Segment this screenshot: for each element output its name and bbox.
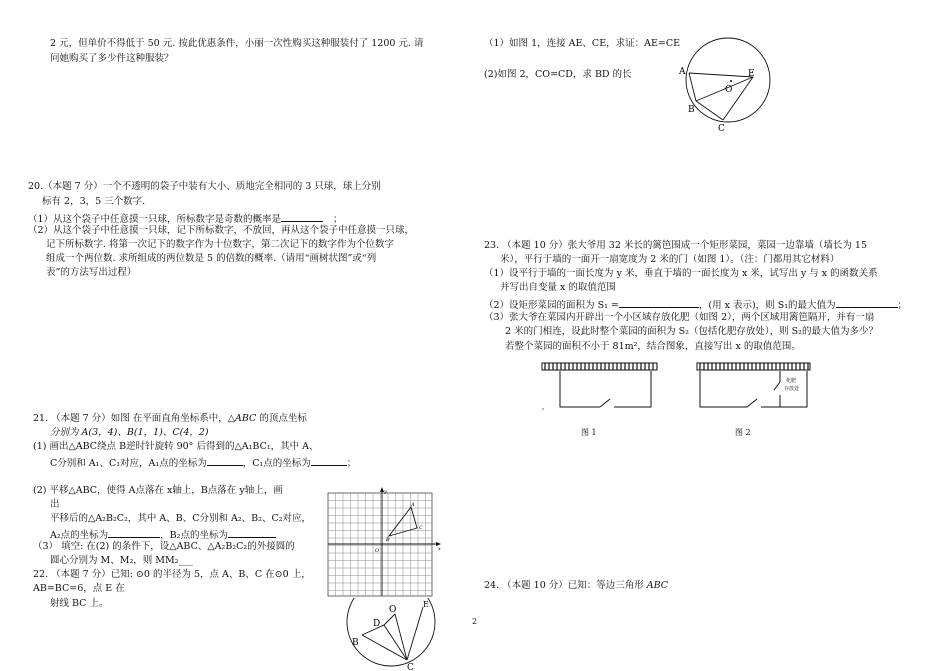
q21-part2-a2-label: A₂点的坐标为	[50, 530, 109, 541]
segment-b-c	[362, 635, 407, 660]
q20-part1-text: （1）从这个袋子中任意摸一只球，所标数字是奇数的概率是	[28, 214, 282, 225]
coordinate-grid-figure	[324, 486, 452, 598]
q21-stem-c: 的顶点坐标	[256, 413, 307, 424]
q20-part1-blank	[281, 210, 323, 222]
wall-1	[542, 363, 657, 370]
grid-label-o: O	[375, 548, 380, 554]
q21-part1-a1-blank	[207, 454, 243, 466]
q22-stem-line3: 射线 BC 上。	[50, 598, 109, 609]
fertilizer-label-2: 存放处	[784, 386, 800, 392]
q21-stem-a: 21. （本题 7 分）如图 在平面直角坐标系中，	[33, 413, 228, 424]
q21-part1-c1-blank	[311, 454, 347, 466]
top-label-e: E	[748, 69, 755, 79]
q21-part2-a2-blank	[108, 526, 160, 538]
q23-part3-line3: 若整个菜园的面积不小于 81m²，结合图象，直接写出 x 的取值范围。	[505, 341, 801, 352]
q23-stem-line2: 米），平行于墙的一面开一扇宽度为 2 米的门（如图 1）。（注：门都用其它材料）	[500, 254, 840, 265]
q21-stem-line2: 分别为 A(3，4)、B(1，1)、C(4，2)	[50, 427, 209, 438]
segment-o-c	[395, 614, 407, 660]
door-2	[747, 399, 757, 407]
q23-part2-max-blank	[836, 296, 898, 308]
q22-part1: （1）如图 1，连接 AE、CE，求证：AE=CE	[484, 38, 681, 49]
circle-figure-top	[676, 34, 786, 134]
fence-1	[560, 371, 600, 407]
chord-ab	[689, 73, 696, 101]
q23-part3-line1: （3）张大爷在菜园内开辟出一个小区域存放化肥（如图 2），两个区域用篱笆隔开，并有一扇	[484, 312, 875, 323]
page-number: 2	[472, 617, 478, 626]
top-label-o: O	[725, 85, 733, 95]
bottom-label-c: C	[407, 663, 414, 671]
q21-stem-line1	[33, 412, 307, 426]
q23-part3-line2: 2 米的门相连，设此时整个菜园的面积为 S₂（包括化肥存放处），则 S₂的最大值为多少？	[505, 326, 878, 337]
circle-top	[686, 38, 770, 122]
grid-label-c: C	[419, 525, 423, 531]
q21-part1-c1-label: ，C₁点的坐标为	[242, 458, 311, 469]
grid-label-x: x	[438, 546, 441, 552]
bottom-label-d: D	[373, 619, 381, 629]
bottom-label-o: O	[389, 605, 397, 615]
q21-part2-b2-blank	[228, 526, 276, 538]
grid-lines	[328, 493, 432, 596]
q20-stem-line2: 标有 2，3，5 三个数字.	[42, 196, 146, 207]
q21-part1-line1: (1) 画出△ABC绕点 B逆时针旋转 90° 后得到的△A₁BC₁，其中 A、	[33, 441, 319, 452]
q21-part2-b2-label: ，B₂点的坐标为	[160, 530, 228, 541]
divider-door	[774, 382, 780, 390]
fence-1-right	[614, 371, 651, 407]
chord-bc	[696, 101, 723, 120]
q21-part1-a1-label: C分别和 A₁、C₁对应，A₁点的坐标为	[50, 458, 207, 469]
q20-part2-line4: 表”的方法写出过程）	[46, 267, 137, 278]
grid-label-y: y	[384, 489, 387, 495]
q22-part2: (2)如图 2，CO=CD，求 BD 的长	[484, 69, 632, 80]
grid-label-a: A	[411, 502, 415, 508]
q21-part3-line2: 圆心分别为 M、M₂，则 MM₂___	[50, 555, 193, 566]
q21-part2-line1: (2) 平移△ABC，使得 A点落在 x轴上，B点落在 y轴上，画	[33, 485, 283, 496]
q24-stem-text: 24. （本题 10 分）已知：等边三角形	[484, 580, 647, 591]
q23-part1-line2: 并写出自变量 x 的取值范围	[500, 282, 616, 293]
q20-part2-line2: 记下所标数字. 将第一次记下的数字作为十位数字，第二次记下的数字作为个位数字	[46, 239, 395, 250]
top-label-b: B	[688, 105, 695, 115]
bottom-label-b: B	[352, 638, 359, 648]
wall-2	[697, 363, 810, 370]
q20-part1-end: ；	[333, 214, 343, 225]
figure-2-caption: 图 2	[735, 428, 751, 437]
top-label-c: C	[718, 124, 725, 134]
q21-part2-line2: 平移后的△A₂B₂C₂，其中 A、B、C分别和 A₂、B₂、C₂对应，	[50, 513, 312, 524]
q24-stem	[484, 579, 668, 593]
q21-part1-line2	[50, 454, 356, 471]
top-label-a: A	[679, 67, 686, 77]
circle-figure-bottom	[335, 598, 450, 671]
q20-part2-line1: （2）从这个袋子中任意摸一只球，记下所标数字，不放回，再从这个袋子中任意摸一只球，	[28, 225, 415, 236]
q23-part1-line1: （1）设平行于墙的一面长度为 y 米，垂直于墙的一面长度为 x 米，试写出 y 与 x 的函数关系	[484, 268, 878, 279]
center-point-o	[730, 80, 732, 82]
door-1	[600, 399, 610, 407]
q22-stem-line2: AB=BC=6，点 E 在	[33, 583, 125, 594]
fence-2	[700, 371, 747, 407]
q23-part2-s1-label: （2）设矩形菜园的面积为 S₁ =	[484, 300, 619, 311]
fertilizer-label-1: 化肥	[786, 378, 797, 384]
segment-d-c	[384, 625, 407, 660]
garden-figure-2	[695, 362, 815, 417]
bottom-label-e: E	[423, 600, 429, 609]
segment-c-e	[407, 607, 423, 660]
q23-part2-max-label: ，(用 x 表示)，则 S₁的最大值为	[698, 300, 836, 311]
q24-stem-triangle: ABC	[646, 580, 669, 591]
garden-figure-1	[540, 362, 660, 417]
grid-frame	[328, 493, 432, 596]
figure-1-caption: 图 1	[581, 428, 597, 437]
grid-label-b: B	[386, 537, 390, 543]
q19-tail-line1: 2 元，但单价不得低于 50 元. 按此优惠条件，小丽一次性购买这种服装付了 1200 元. 请	[50, 38, 424, 49]
q21-part2-line1b: 出	[50, 499, 60, 510]
q23-part2-end: ；	[897, 300, 908, 311]
figure-1-tick-mark	[542, 408, 543, 409]
q21-part3-line1: （3） 填空: 在(2) 的条件下，设△ABC、△A₂B₂C₂的外接圆的	[33, 541, 295, 552]
q21-part1-end: ；	[346, 458, 357, 469]
q23-part2-s1-blank	[619, 296, 699, 308]
q21-stem-triangle: △ABC	[227, 413, 257, 424]
chord-ae	[689, 73, 753, 77]
q22-stem-line1: 22. （本题 7 分）已知: ⊙0 的半径为 5，点 A、B、C 在⊙0 上，	[33, 569, 311, 580]
q20-part2-line3: 组成一个两位数. 求所组成的两位数是 5 的倍数的概率.（请用“画树状图”或“列	[46, 253, 377, 264]
q23-stem-line1: 23. （本题 10 分）张大爷用 32 米长的篱笆围成一个矩形菜园，菜园一边靠墙（墙长为 15	[484, 240, 867, 251]
segment-d-o	[384, 614, 395, 625]
q19-tail-line2: 问她购买了多少件这种服装？	[50, 53, 174, 64]
q20-stem-line1: 20.（本题 7 分）一个不透明的袋子中装有大小、质地完全相同的 3 只球，球上分别	[28, 181, 381, 192]
